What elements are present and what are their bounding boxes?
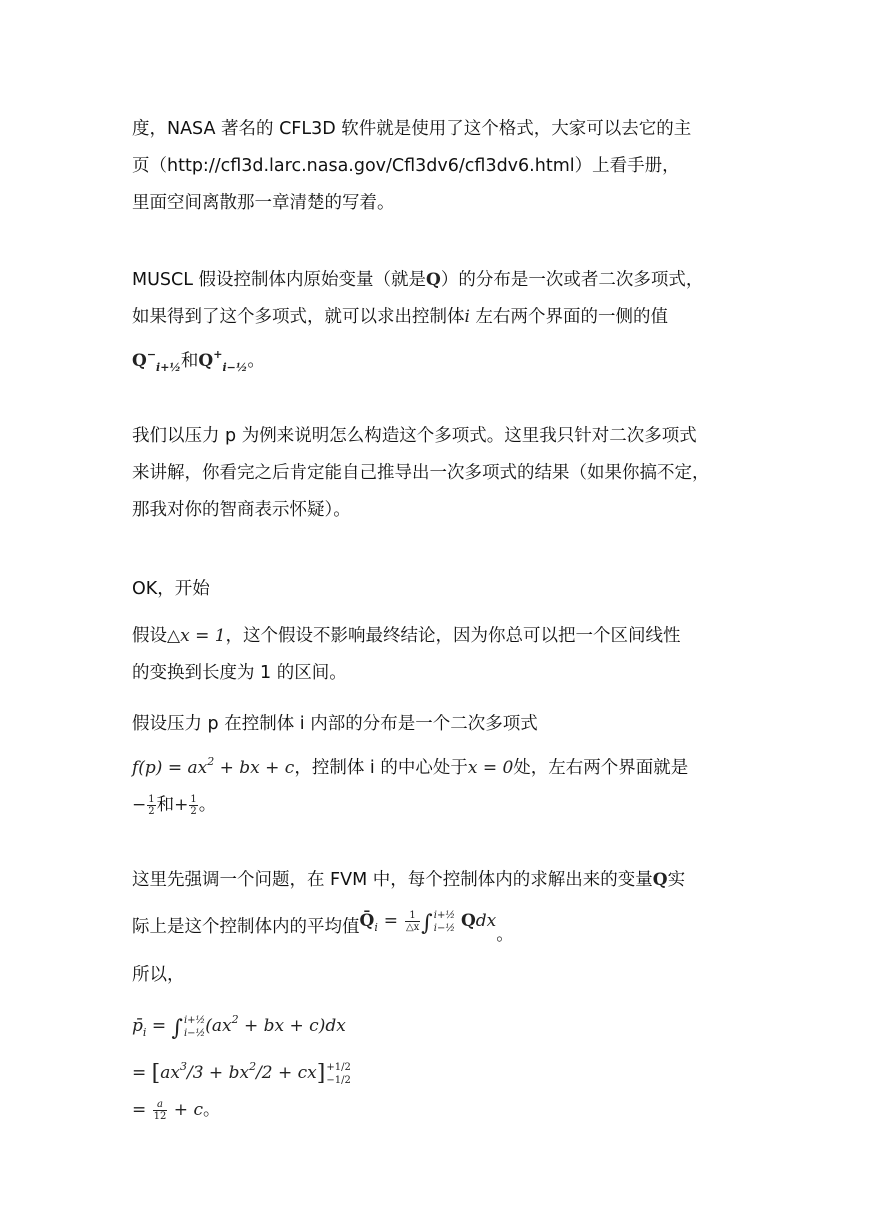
math-dx-equals-1: △x = 1	[167, 626, 226, 646]
text-line: 所以，	[132, 965, 185, 985]
math-i: i	[464, 307, 470, 327]
math-Q: Q	[652, 870, 668, 890]
equation-line-3: = $\frac{a}{12}$ + c。	[132, 1099, 220, 1122]
text-line: OK，开始	[132, 579, 210, 599]
paragraph-muscl	[132, 262, 742, 386]
text-segment: 和	[180, 351, 199, 371]
math-Q-plus: $Q^+_{i-\frac{1}{2}}$	[198, 348, 248, 374]
paragraph-pressure	[132, 418, 742, 529]
text-segment: MUSCL 假设控制体内原始变量（就是	[132, 270, 427, 290]
text-line	[132, 899, 742, 957]
text-segment: 这里先强调一个问题，在 FVM 中，每个控制体内的求解出来的变量	[132, 870, 653, 890]
text-segment: 如果得到了这个多项式，就可以求出控制体	[132, 307, 465, 327]
math-Qbar-definition: $Q̄_i$ = $\frac{1}{\triangle x}$ ∫ i+½ i−½ Qdx	[359, 909, 497, 936]
math-x-equals-0: x = 0	[467, 758, 514, 778]
math-plus-half: + $\frac{1}{2}$	[174, 794, 197, 817]
text-segment: 际上是这个控制体内的平均值	[132, 917, 360, 937]
math-Q-minus: $Q^-_{i+\frac{1}{2}}$	[132, 348, 181, 374]
text-segment: 。	[496, 925, 514, 945]
text-line: 度，NASA 著名的 CFL3D 软件就是使用了这个格式，大家可以去它的主	[132, 119, 692, 139]
text-segment: ，这个假设不影响最终结论，因为你总可以把一个区间线性	[225, 626, 681, 646]
text-line	[132, 787, 742, 824]
text-segment: 假设	[132, 626, 167, 646]
text-line: 来讲解，你看完之后肯定能自己推导出一次多项式的结果（如果你搞不定，	[132, 463, 710, 483]
paragraph-assume-dx	[132, 618, 742, 692]
text-line	[132, 743, 742, 787]
text-segment: ）的分布是一次或者二次多项式，	[440, 270, 704, 290]
text-line	[132, 862, 742, 899]
paragraph-ok	[132, 571, 742, 608]
text-line: 我们以压力 p 为例来说明怎么构造这个多项式。这里我只针对二次多项式	[132, 426, 697, 446]
equation-block	[132, 1000, 532, 1124]
text-line: 假设压力 p 在控制体 i 内部的分布是一个二次多项式	[132, 714, 538, 734]
text-segment: 处，左右两个界面就是	[513, 758, 689, 778]
math-minus-half: − $\frac{1}{2}$	[132, 794, 155, 817]
text-line	[132, 299, 742, 336]
text-line: 的变换到长度为 1 的区间。	[132, 663, 347, 683]
paragraph-polynomial	[132, 706, 742, 824]
text-line	[132, 618, 742, 655]
math-Q: Q	[426, 270, 441, 290]
text-line	[132, 262, 742, 299]
paragraph-fvm	[132, 862, 742, 994]
paragraph-cfl3d	[132, 111, 742, 222]
text-line: 页（http://cfl3d.larc.nasa.gov/Cfl3dv6/cfl3dv6.html）上看手册，	[132, 156, 680, 176]
text-segment: 。	[198, 795, 217, 815]
math-fp: $f(p) = ax^2$ + bx + c	[132, 755, 295, 778]
text-segment: 左右两个界面的一侧的值	[469, 307, 668, 327]
text-line: 那我对你的智商表示怀疑）。	[132, 500, 351, 520]
text-line: 里面空间离散那一章清楚的写着。	[132, 193, 395, 213]
text-segment: ，控制体 i 的中心处于	[294, 758, 468, 778]
text-segment: 和	[156, 795, 175, 815]
text-segment: 。	[247, 351, 265, 371]
text-segment: 实	[667, 870, 686, 890]
equation-line-1: $p̄_i$ = ∫ i+½ i−½ ($ax^2$ + bx + c)dx	[132, 1013, 346, 1041]
equation-line-2: = $[ax^3/3 + bx^2/2 + cx]$ +1/2 −1/2	[132, 1060, 351, 1086]
text-line	[132, 336, 742, 386]
text-segment: 。	[202, 1100, 220, 1120]
